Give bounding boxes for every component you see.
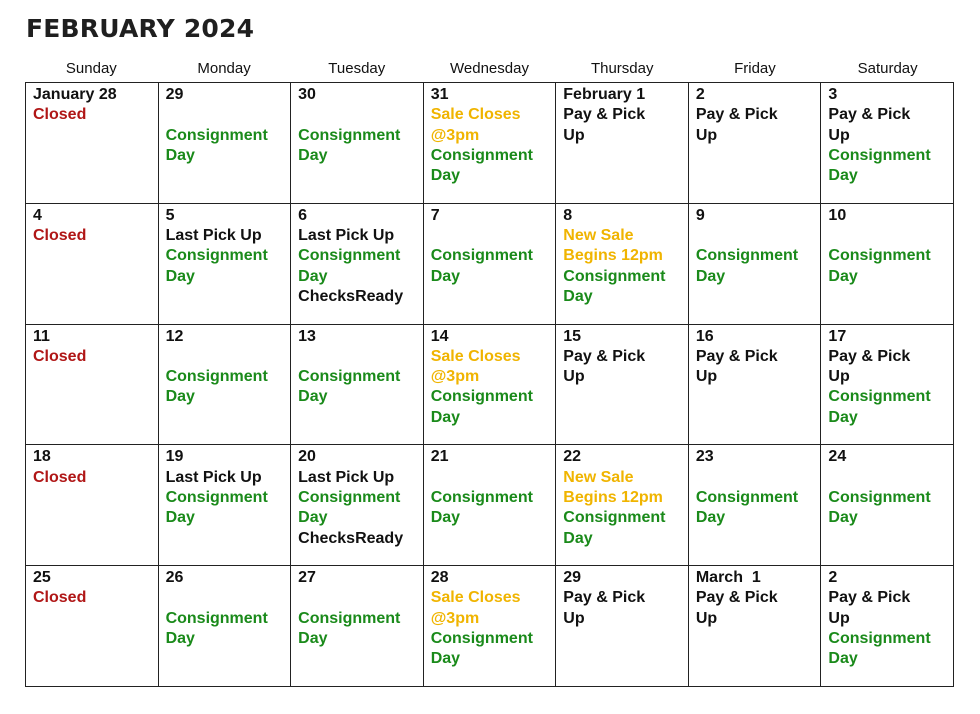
day-note: Closed (33, 347, 87, 365)
day-note: Consignment (563, 509, 666, 527)
day-note: Day (298, 388, 328, 406)
day-note: Up (828, 368, 850, 386)
day-number: January 28 (33, 86, 117, 103)
day-note: Consignment (298, 247, 401, 265)
day-number: 14 (430, 327, 449, 345)
day-note: Closed (33, 589, 87, 607)
weekday-saturday: Saturday (857, 60, 918, 77)
day-note: Pay & Pick (828, 347, 911, 365)
day-cell (821, 445, 954, 566)
day-note: Closed (33, 227, 87, 245)
weekday-thursday: Thursday (590, 60, 654, 77)
day-note: @3pm (430, 609, 480, 627)
weekday-sunday: Sunday (65, 60, 117, 77)
day-note: Begins 12pm (563, 247, 663, 265)
day-cell (821, 325, 954, 446)
day-note: Day (430, 267, 461, 285)
day-note: Day (298, 509, 328, 527)
day-note: Consignment (430, 388, 533, 406)
day-note (696, 226, 817, 246)
day-cell (424, 566, 557, 687)
day-note: Up (695, 609, 718, 627)
day-number: 7 (430, 206, 440, 224)
day-note: Pay & Pick (828, 589, 911, 607)
day-note: Consignment (828, 146, 931, 164)
day-note: Day (298, 146, 328, 164)
day-note: Last Pick Up (298, 468, 395, 486)
calendar-grid (25, 82, 954, 687)
day-note (431, 468, 552, 488)
day-note: Day (430, 167, 461, 185)
day-note: @3pm (430, 368, 480, 386)
day-note: Consignment (828, 247, 931, 265)
weekday-tuesday: Tuesday (328, 60, 386, 77)
day-note: Pay & Pick (695, 347, 778, 365)
day-note: Day (828, 509, 858, 527)
weekday-friday: Friday (734, 60, 776, 77)
day-number: 26 (165, 569, 184, 587)
day-note: @3pm (430, 126, 480, 144)
day-note: Consignment (165, 126, 268, 144)
day-note: Consignment (695, 488, 799, 506)
day-number: 4 (33, 206, 42, 224)
day-number: 6 (298, 206, 308, 224)
day-note: Pay & Pick (695, 106, 778, 124)
day-number: 24 (828, 448, 847, 466)
day-note: Day (165, 630, 195, 648)
day-note: Closed (33, 468, 87, 486)
day-note (298, 588, 419, 608)
day-number: 23 (695, 448, 714, 466)
day-note: Consignment (828, 488, 931, 506)
day-number: February 1 (563, 86, 646, 103)
day-note: Day (165, 267, 195, 285)
day-note (828, 468, 949, 488)
day-note: Consignment (430, 488, 533, 506)
day-cell (556, 445, 689, 566)
day-note (298, 105, 419, 125)
day-number: 13 (298, 327, 316, 345)
day-cell (689, 445, 822, 566)
day-note (166, 105, 287, 125)
day-note: Consignment (430, 247, 533, 265)
day-number: 8 (563, 206, 573, 224)
day-note: Up (563, 368, 585, 386)
day-cell (689, 325, 822, 446)
day-note: Day (563, 287, 593, 305)
day-note: Pay & Pick (695, 589, 778, 607)
day-number: 5 (165, 206, 175, 224)
day-cell (821, 566, 954, 687)
day-cell (26, 83, 159, 204)
day-note: Begins 12pm (563, 488, 663, 506)
day-cell (424, 445, 557, 566)
day-number: 21 (430, 448, 449, 466)
day-note: Day (298, 630, 328, 648)
day-note: Sale Closes (430, 589, 521, 607)
day-cell (556, 83, 689, 204)
day-note: Consignment (828, 388, 931, 406)
day-note: Consignment (165, 368, 268, 386)
day-number: 2 (828, 569, 838, 587)
day-note: Consignment (563, 267, 666, 285)
day-note (828, 226, 949, 246)
day-note: Consignment (165, 247, 268, 265)
day-cell (424, 83, 557, 204)
day-note: Last Pick Up (165, 468, 262, 486)
weekday-monday: Monday (197, 60, 251, 77)
weekday-wednesday: Wednesday (450, 60, 529, 77)
day-number: 18 (33, 448, 51, 466)
day-cell (291, 83, 424, 204)
day-note: New Sale (563, 227, 634, 245)
day-number: 9 (695, 206, 705, 224)
day-note: Day (828, 650, 858, 668)
day-number: 29 (165, 86, 184, 103)
day-cell (424, 325, 557, 446)
day-note: Up (563, 126, 585, 144)
day-note: Up (563, 609, 585, 627)
day-number: 19 (165, 448, 184, 466)
day-note: Day (298, 267, 328, 285)
day-cell (556, 325, 689, 446)
day-note: Consignment (298, 368, 401, 386)
day-number: 2 (695, 86, 705, 103)
day-cell (159, 566, 292, 687)
day-number: 16 (695, 327, 714, 345)
day-cell (26, 566, 159, 687)
day-note: Day (828, 267, 858, 285)
day-note: Up (695, 126, 718, 144)
day-note: Pay & Pick (563, 589, 646, 607)
day-note: Day (695, 267, 726, 285)
day-number: 12 (165, 327, 184, 345)
day-cell (291, 445, 424, 566)
day-note: Day (563, 529, 593, 547)
day-note: Consignment (430, 630, 533, 648)
day-number: March 1 (695, 569, 761, 587)
day-note: Pay & Pick (563, 347, 646, 365)
day-note: Consignment (828, 630, 931, 648)
day-cell (26, 445, 159, 566)
day-number: 20 (298, 448, 316, 466)
day-number: 30 (298, 86, 316, 103)
day-note: Last Pick Up (298, 227, 395, 245)
day-note: New Sale (563, 468, 634, 486)
day-note: Consignment (298, 488, 401, 506)
day-cell (159, 83, 292, 204)
day-note: Up (828, 609, 850, 627)
day-note: Sale Closes (430, 347, 521, 365)
day-cell (159, 204, 292, 325)
day-note: Consignment (298, 609, 401, 627)
day-note (298, 347, 419, 367)
day-number: 17 (828, 327, 847, 345)
day-note: Last Pick Up (165, 227, 262, 245)
day-number: 11 (33, 327, 50, 345)
day-number: 3 (828, 86, 838, 103)
day-note: Consignment (695, 247, 799, 265)
day-note: Pay & Pick (828, 106, 911, 124)
day-cell (291, 325, 424, 446)
day-note: Sale Closes (430, 106, 521, 124)
day-cell (689, 566, 822, 687)
day-note (166, 347, 287, 367)
day-note: Day (430, 408, 461, 426)
day-note: Day (165, 509, 195, 527)
day-note: ChecksReady (298, 287, 404, 305)
day-note (696, 468, 817, 488)
day-note: Day (165, 146, 195, 164)
day-note: Day (165, 388, 195, 406)
day-cell (291, 566, 424, 687)
day-cell (26, 204, 159, 325)
day-cell (26, 325, 159, 446)
day-note: Day (695, 509, 726, 527)
calendar-title: FEBRUARY 2024 (26, 14, 255, 43)
day-cell (689, 83, 822, 204)
day-cell (821, 204, 954, 325)
day-note: Day (430, 509, 461, 527)
day-note: Up (828, 126, 850, 144)
day-note: Pay & Pick (563, 106, 646, 124)
day-note: Consignment (165, 609, 268, 627)
day-number: 27 (298, 569, 316, 587)
day-cell (556, 204, 689, 325)
day-number: 28 (430, 569, 449, 587)
day-cell (689, 204, 822, 325)
day-cell (291, 204, 424, 325)
day-note: Day (828, 167, 858, 185)
day-note: Day (430, 650, 461, 668)
weekday-header (25, 60, 954, 77)
day-note (166, 588, 287, 608)
day-cell (159, 445, 292, 566)
day-cell (159, 325, 292, 446)
day-note: ChecksReady (298, 529, 404, 547)
day-note: Consignment (165, 488, 268, 506)
day-note: Up (695, 368, 718, 386)
day-cell (556, 566, 689, 687)
day-cell (821, 83, 954, 204)
day-note: Day (828, 408, 858, 426)
day-number: 10 (828, 206, 847, 224)
day-number: 31 (430, 86, 449, 103)
day-number: 25 (33, 569, 51, 587)
day-note: Consignment (430, 146, 533, 164)
day-number: 29 (563, 569, 582, 587)
day-note (431, 226, 552, 246)
day-note: Closed (33, 106, 87, 124)
day-number: 22 (563, 448, 582, 466)
day-cell (424, 204, 557, 325)
day-note: Consignment (298, 126, 401, 144)
day-number: 15 (563, 327, 582, 345)
